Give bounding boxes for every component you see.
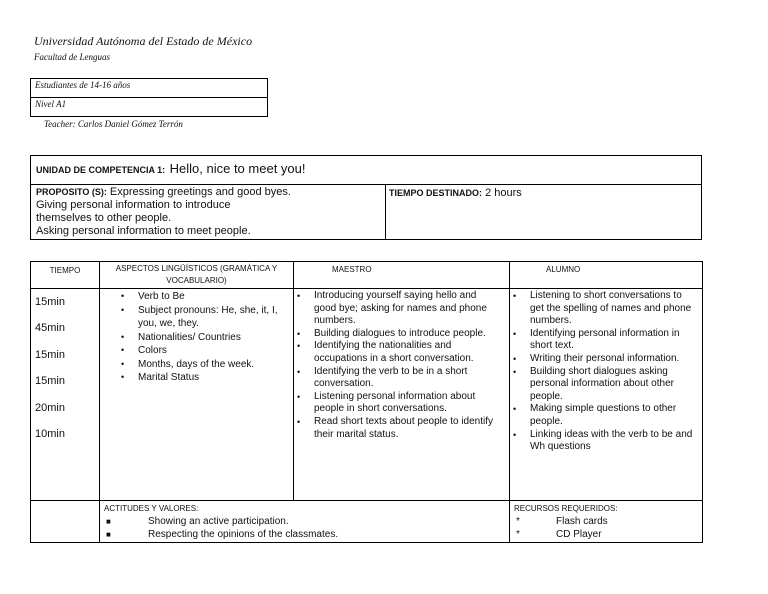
unit-label: UNIDAD DE COMPETENCIA 1: [36,165,166,175]
purpose-label: PROPOSITO (S): [36,187,107,197]
student-activity: • Identifying personal information in short text. [512,328,697,353]
attitudes-cell [100,501,510,543]
unit-table [30,155,702,240]
time-entry: 15min [35,375,65,388]
purpose-line: themselves to other people. [36,212,172,224]
header-alumno: ALUMNO [510,262,703,289]
student-activity: • Linking ideas with the verb to be and Wh questions [512,429,697,454]
teacher-activities [296,290,495,441]
aspect-item: • Verb to Be [120,290,285,304]
teacher-activity: • Introducing yourself saying hello and good bye; asking for names and phone numbers. [296,290,495,328]
teacher-activity: • Building dialogues to introduce people. [296,328,495,341]
resource-item: * Flash cards [514,515,698,528]
time-entry: 10min [35,428,65,441]
aspect-item: • Subject pronouns: He, she, it, I, you, we, they. [120,304,285,331]
teacher-cell [294,289,510,501]
aspects-list [120,290,285,385]
aspect-item: • Marital Status [120,371,285,385]
time-cell [386,185,702,240]
time-value: 2 hours [485,187,522,199]
aspect-item: • Colors [120,344,285,358]
purpose-line: Giving personal information to introduce [36,199,231,211]
teacher-activity: • Listening personal information about people in short conversations. [296,391,495,416]
time-label: TIEMPO DESTINADO: [389,188,483,198]
student-activities [512,290,697,454]
aspect-item: • Months, days of the week. [120,358,285,372]
times-cell [31,289,100,501]
student-cell [510,289,703,501]
purpose-line: Asking personal information to meet people. [36,225,251,237]
time-entry: 15min [35,296,65,308]
aspect-item: • Nationalities/ Countries [120,331,285,345]
teacher-name: Teacher: Carlos Daniel Gómez Terrón [44,119,183,129]
student-activity: • Listening to short conversations to get the spelling of names and phone numbers. [512,290,697,328]
unit-title-cell [31,156,702,185]
purpose-cell [31,185,386,240]
time-entry: 45min [35,322,65,335]
level: Nivel A1 [31,98,268,117]
university-name: Universidad Autónoma del Estado de México [34,34,253,48]
teacher-activity: • Read short texts about people to identify their marital status. [296,416,495,441]
teacher-activity: • Identifying the verb to be in a short conversation. [296,366,495,391]
unit-title: Hello, nice to meet you! [169,161,306,176]
resources-cell [510,501,703,543]
attitude-item: ■ Showing an active participation. [104,515,505,528]
resources-label: RECURSOS REQUERIDOS: [514,504,618,513]
header-maestro: MAESTRO [294,262,510,289]
student-info-table [30,78,268,117]
time-entry: 20min [35,401,65,414]
student-activity: • Building short dialogues asking personal information about other people. [512,366,697,404]
teacher-activity: • Identifying the nationalities and occupations in a short conversation. [296,340,495,365]
header-aspectos: ASPECTOS LINGÜÍSTICOS (GRAMÁTICA Y VOCABULARIO) [100,262,294,289]
attitudes-label: ACTITUDES Y VALORES: [104,504,199,513]
empty-cell [31,501,100,543]
student-activity: • Making simple questions to other people. [512,403,697,428]
student-activity: • Writing their personal information. [512,353,697,366]
plan-table [30,261,703,543]
resource-item: * CD Player [514,528,698,541]
purpose-text: Expressing greetings and good byes. [109,186,291,198]
time-entry: 15min [35,348,65,361]
header-tiempo: TIEMPO [31,262,100,289]
students-age: Estudiantes de 14-16 años [31,79,268,98]
faculty-name: Facultad de Lenguas [34,52,110,62]
aspects-cell [100,289,294,501]
attitude-item: ■ Respecting the opinions of the classmates. [104,528,505,541]
